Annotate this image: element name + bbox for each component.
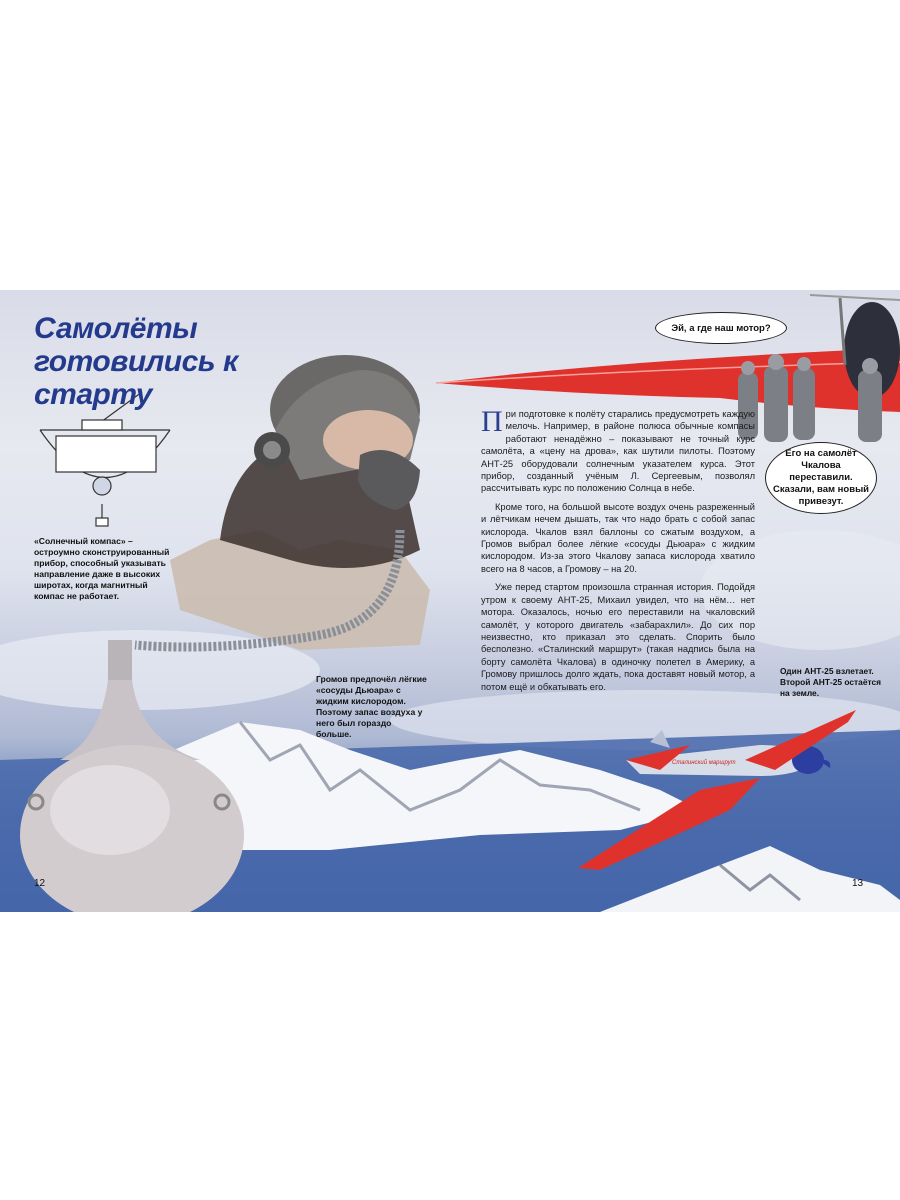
article-body [481, 405, 755, 699]
paragraph-2: Кроме того, на большой высоте воздух очень разреженный и лётчикам нечем дышать, так что надо брать с собой запас кислорода. Чкалов взял баллоны со сжатым воздухом, а Громов выбрал более лёгкие «сосуды Дьюара» с жидким кислородом. Из-за этого Чкалову запаса кислорода хватило всего на 8 часов, а Громову – на 20. [481, 501, 755, 574]
paragraph-1-text: ри подготовке к полёту старались предусмотреть каждую мелочь. Например, в районе полюса обычные компасы работают ненадёжно – показывают не точный курс самолёта, а «цену на дрова», как шутили пилоты. Поэтому АНТ-25 оборудовали солнечным указателем курса. Этот прибор, созданный учёным Л. Сергеевым, позволял рассчитывать курс по положению Солнца в небе. [481, 409, 755, 494]
speech-bubble-motor: Эй, а где наш мотор? [655, 312, 787, 344]
paragraph-1 [481, 405, 755, 495]
solar-compass-drawing [40, 392, 170, 526]
page-title: Самолёты готовились к старту [34, 312, 238, 411]
plane-label: Сталинский маршрут [672, 760, 736, 766]
caption-compass: «Солнечный компас» – остроумно сконструированный прибор, способный указывать направление даже в высоких широтах, когда магнитный компас не работает. [34, 536, 170, 601]
drop-cap: П [481, 405, 503, 438]
page-number-right: 13 [852, 878, 864, 889]
book-spread [0, 290, 900, 912]
page-number-left: 12 [34, 878, 46, 889]
caption-gromov: Громов предпочёл лёгкие «сосуды Дьюара» с жидким кислородом. Поэтому запас воздуха у него был гораздо больше. [316, 674, 427, 739]
caption-ant25: Один АНТ-25 взлетает. Второй АНТ-25 остаётся на земле. [780, 666, 882, 698]
speech-bubble-chkalov: Его на самолёт Чкалова переставили. Сказали, вам новый привезут. [765, 442, 877, 514]
cloud [0, 630, 320, 710]
paragraph-3: Уже перед стартом произошла странная история. Подойдя утром к своему АНТ-25, Михаил увидел, что на нём… нет мотора. Оказалось, ночью его переставили на чкаловский самолёт, у которого двигатель «забарахлил». До сих пор неизвестно, кто приказал это сделать. Спорить было бесполезно. «Сталинский маршрут» (такая надпись была на борту самолёта Чкалова) в одиночку полетел в Америку, а Громову пришлось долго ждать, пока доставят новый мотор, а потом ещё и обкатывать его. [481, 582, 755, 692]
